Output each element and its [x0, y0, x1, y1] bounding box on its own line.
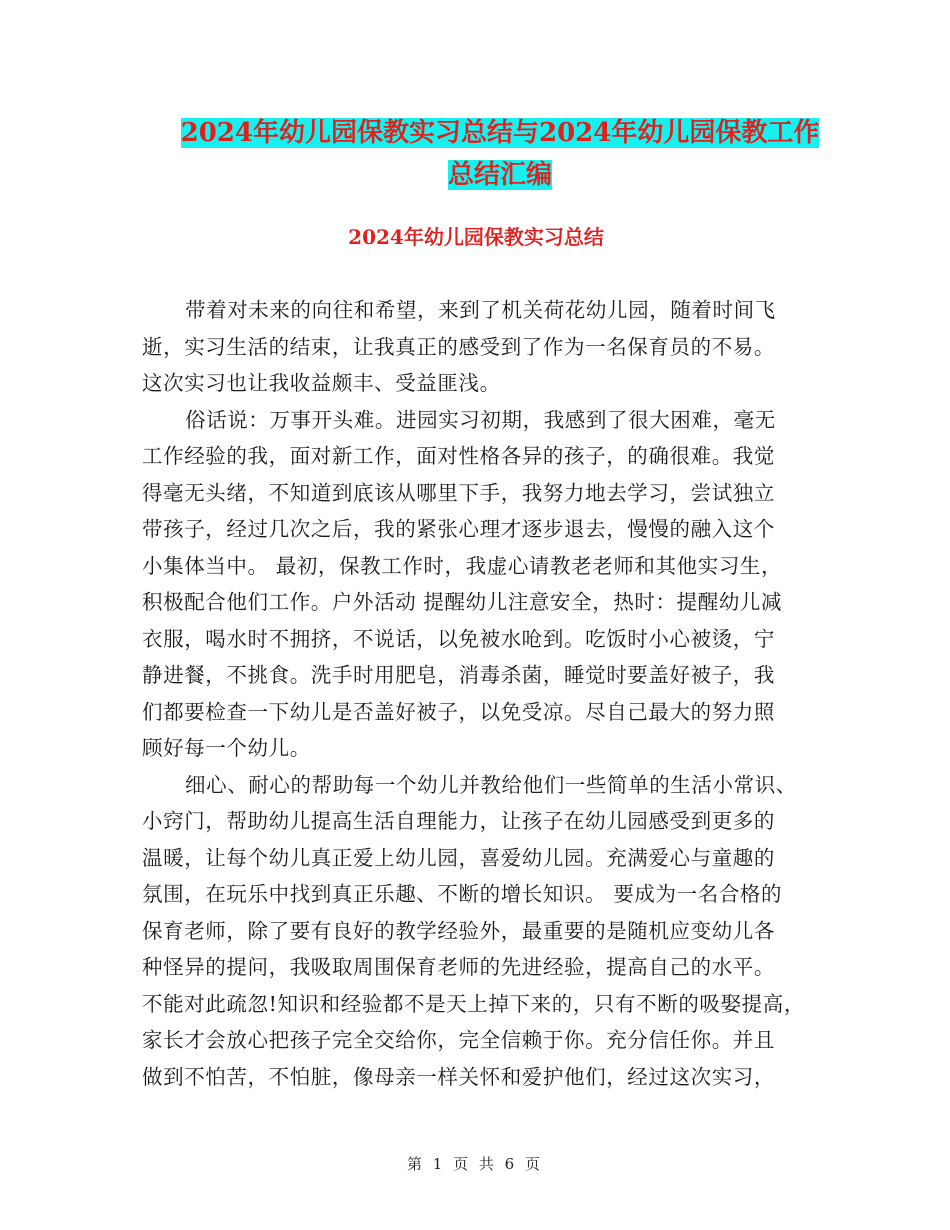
paragraph-line: 保育老师，除了要有良好的教学经验外，最重要的是随机应变幼儿各: [142, 918, 775, 943]
paragraph-line: 带着对未来的向往和希望，来到了机关荷花幼儿园，随着时间飞: [185, 298, 776, 322]
paragraph-line: 家长才会放心把孩子完全交给你，完全信赖于你。充分信任你。并且: [142, 1028, 775, 1052]
paragraph-line: 小集体当中。 最初，保教工作时，我虚心请教老老师和其他实习生，: [142, 553, 783, 578]
document-title: [140, 112, 860, 196]
body-text: [142, 292, 814, 1095]
paragraph-line: 小窍门，帮助幼儿提高生活自理能力，让孩子在幼儿园感受到更多的: [142, 809, 775, 833]
page-number-footer: 第 1 页 共 6 页: [407, 1155, 543, 1173]
paragraph-line: 逝，实习生活的结束，让我真正的感受到了作为一名保育员的不易。: [142, 334, 775, 359]
paragraph-line: 顾好每一个幼儿。: [142, 736, 311, 760]
paragraph-line: 积极配合他们工作。户外活动 提醒幼儿注意安全，热时：提醒幼儿减: [142, 590, 783, 614]
paragraph-line: 温暖，让每个幼儿真正爱上幼儿园，喜爱幼儿园。充满爱心与童趣的: [142, 845, 775, 870]
paragraph-line: 得毫无头绪，不知道到底该从哪里下手，我努力地去学习，尝试独立: [142, 480, 775, 505]
paragraph-line: 这次实习也让我收益颇丰、受益匪浅。: [142, 371, 501, 395]
paragraph-line: 工作经验的我，面对新工作，面对性格各异的孩子，的确很难。我觉: [142, 444, 775, 468]
paragraph-line: 静进餐，不挑食。洗手时用肥皂，消毒杀菌，睡觉时要盖好被子，我: [142, 663, 775, 687]
paragraph-line: 衣服，喝水时不拥挤，不说话，以免被水呛到。吃饭时小心被烫，宁: [142, 626, 775, 651]
paragraph-line: 细心、耐心的帮助每一个幼儿并教给他们一些简单的生活小常识、: [185, 772, 797, 797]
paragraph-line: 做到不怕苦，不怕脏，像母亲一样关怀和爱护他们，经过这次实习，: [142, 1064, 775, 1089]
document-title-line-2: 总结汇编: [447, 160, 552, 190]
paragraph-line: 不能对此疏忽!知识和经验都不是天上掉下来的，只有不断的吸娶提高，: [142, 991, 805, 1016]
paragraph-line: 们都要检查一下幼儿是否盖好被子，以免受凉。尽自己最大的努力照: [142, 699, 775, 724]
paragraph-line: 俗话说：万事开头难。进园实习初期，我感到了很大困难，毫无: [185, 407, 776, 432]
section-heading: 2024年幼儿园保教实习总结: [348, 225, 604, 249]
document-title-line-1: 2024年幼儿园保教实习总结与2024年幼儿园保教工作: [180, 118, 820, 148]
paragraph-line: 种怪异的提问，我吸取周围保育老师的先进经验，提高自己的水平。: [142, 955, 775, 979]
paragraph-line: 带孩子，经过几次之后，我的紧张心理才逐步退去，慢慢的融入这个: [142, 517, 775, 541]
paragraph-line: 氛围，在玩乐中找到真正乐趣、不断的增长知识。 要成为一名合格的: [142, 882, 783, 906]
